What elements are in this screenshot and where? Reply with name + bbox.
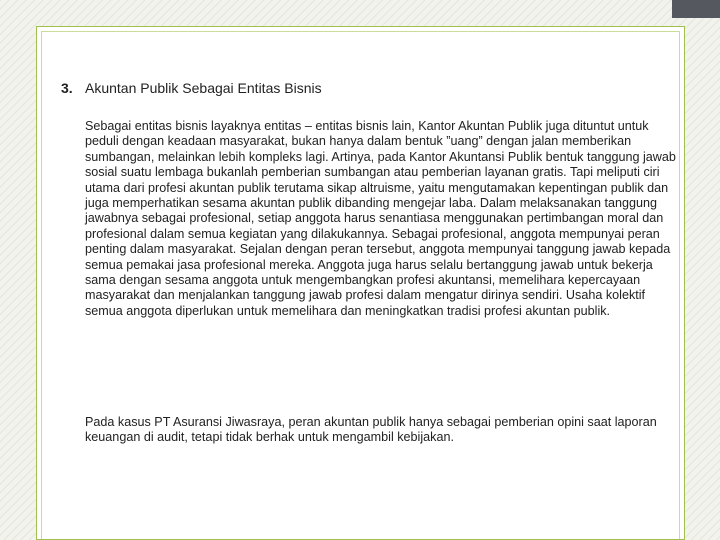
corner-decoration [672, 0, 720, 18]
heading-number: 3. [61, 80, 73, 96]
body-paragraph-1: Sebagai entitas bisnis layaknya entitas – entitas bisnis lain, Kantor Akuntan Publik juga dituntut untuk peduli dengan keadaan masyarakat, bukan hanya dalam bentuk ”uang” dengan jalan memberikan sumbangan, melainkan lebih kompleks lagi. Artinya, pada Kantor Akuntansi Publik bentuk tanggung jawab sosial suatu lembaga bukanlah pemberian sumbangan atau pemberian layanan gratis. Tapi meliputi ciri utama dari profesi akuntan publik terutama sikap altruisme, yaitu mengutamakan kepentingan publik dan juga memperhatikan sesama akuntan publik dibanding mengejar laba. Dalam melaksanakan tanggung jawabnya sebagai profesional, setiap anggota harus senantiasa menggunakan pertimbangan moral dan profesional dalam semua kegiatan yang dilakukannya. Sebagai profesional, anggota mempunyai peran penting dalam masyarakat. Sejalan dengan peran tersebut, anggota mempunyai tanggung jawab kepada semua pemakai jasa profesional mereka. Anggota juga harus selalu bertanggung jawab untuk bekerja sama dengan sesama anggota untuk mengembangkan profesi akuntansi, memelihara kepercayaan masyarakat dan menjalankan tanggung jawab profesi dalam mengatur dirinya sendiri. Usaha kolektif semua anggota diperlukan untuk memelihara dan meningkatkan tradisi profesi akuntan publik. [85, 119, 676, 318]
section-heading [61, 80, 322, 96]
heading-text: Akuntan Publik Sebagai Entitas Bisnis [85, 80, 322, 96]
slide-panel [36, 26, 685, 540]
body-paragraph-2: Pada kasus PT Asuransi Jiwasraya, peran akuntan publik hanya sebagai pemberian opini saat laporan keuangan di audit, tetapi tidak berhak untuk mengambil kebijakan. [85, 415, 657, 445]
